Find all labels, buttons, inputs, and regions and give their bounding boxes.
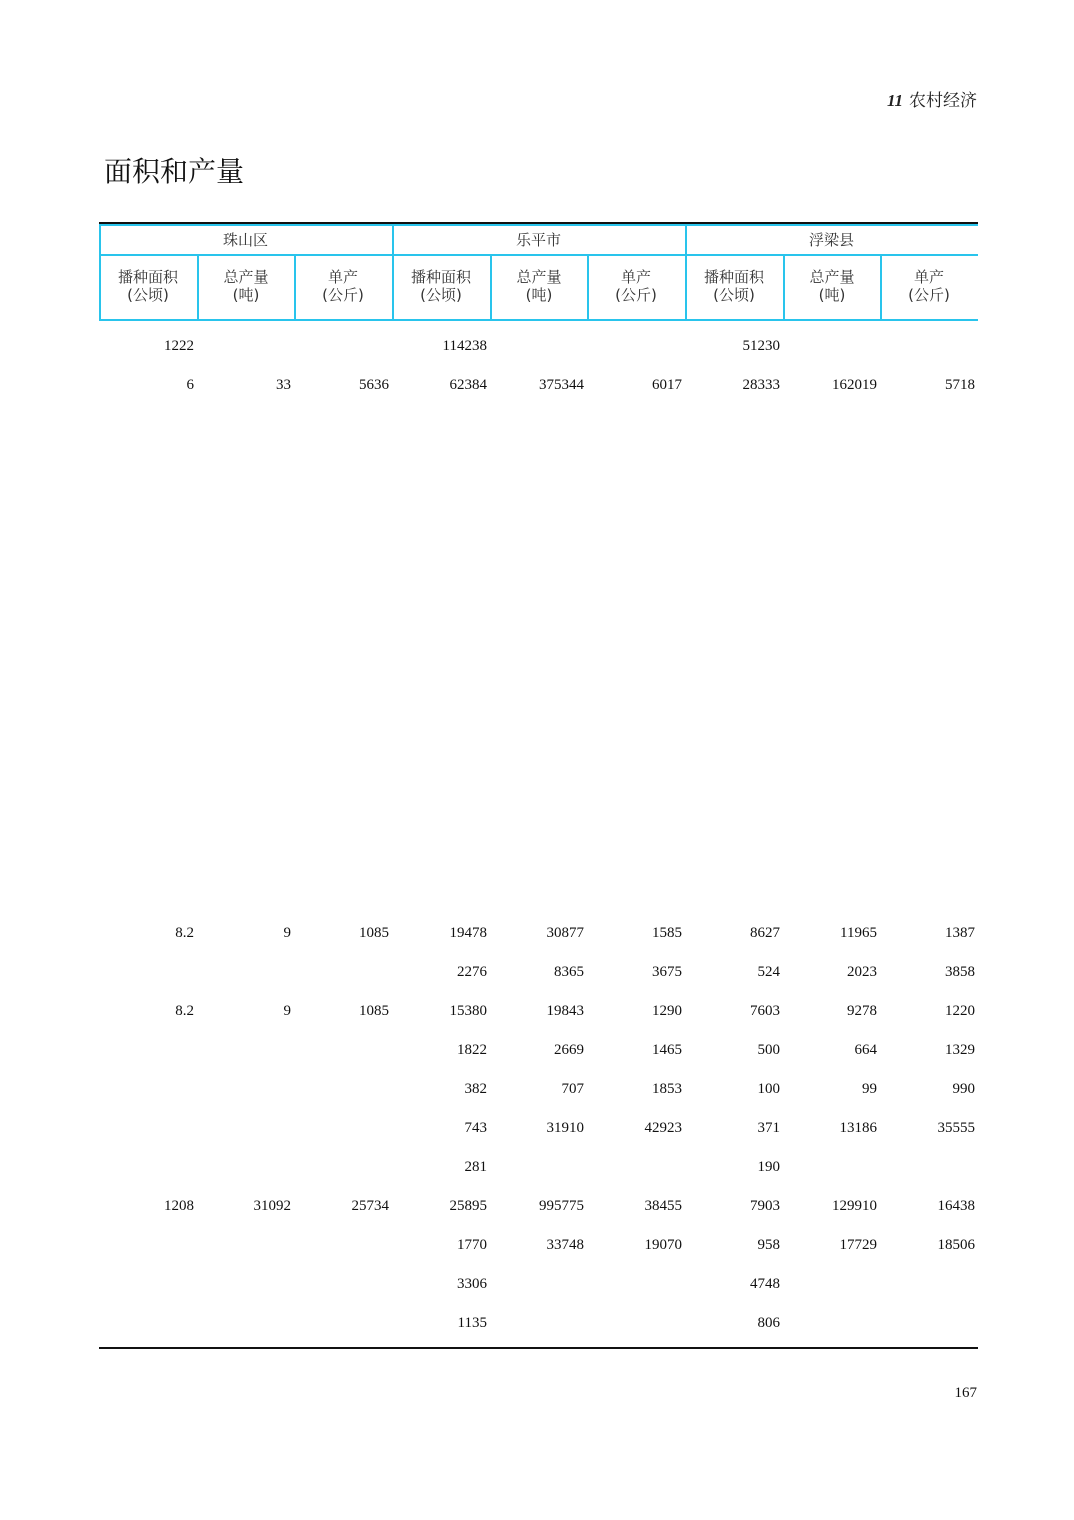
table-bottom-rule bbox=[99, 1347, 978, 1349]
table-cell: 1220 bbox=[945, 1003, 975, 1019]
table-cell: 3858 bbox=[945, 964, 975, 980]
table-cell: 1387 bbox=[945, 925, 975, 941]
column-header bbox=[99, 268, 197, 304]
table-cell: 28333 bbox=[742, 377, 780, 393]
column-header-unit: (公斤) bbox=[908, 286, 950, 304]
table-cell: 1465 bbox=[652, 1042, 682, 1058]
table-cell: 7603 bbox=[750, 1003, 780, 1019]
table-cell: 19478 bbox=[449, 925, 487, 941]
table-cell: 375344 bbox=[539, 377, 584, 393]
table-cell: 6017 bbox=[652, 377, 682, 393]
header-rule-top bbox=[99, 224, 978, 226]
chapter-heading bbox=[887, 86, 977, 111]
table-cell: 371 bbox=[757, 1120, 780, 1136]
table-cell: 6 bbox=[186, 377, 194, 393]
column-header bbox=[197, 268, 295, 304]
table-cell: 13186 bbox=[839, 1120, 877, 1136]
column-header-label: 总产量 bbox=[223, 268, 269, 286]
table-cell: 99 bbox=[862, 1081, 877, 1097]
table-cell: 11965 bbox=[840, 925, 877, 941]
header-rule-mid bbox=[99, 254, 978, 256]
page-number: 167 bbox=[954, 1385, 977, 1401]
column-header bbox=[490, 268, 588, 304]
table-cell: 500 bbox=[757, 1042, 780, 1058]
table-cell: 9 bbox=[283, 1003, 291, 1019]
table-cell: 5718 bbox=[945, 377, 975, 393]
group-header: 珠山区 bbox=[222, 231, 268, 249]
table-cell: 743 bbox=[464, 1120, 487, 1136]
table-cell: 806 bbox=[757, 1315, 780, 1331]
table-cell: 281 bbox=[464, 1159, 487, 1175]
column-header-unit: (吨) bbox=[525, 286, 553, 304]
table-cell: 8627 bbox=[750, 925, 780, 941]
table-cell: 8.2 bbox=[175, 1003, 194, 1019]
table-cell: 3675 bbox=[652, 964, 682, 980]
table-cell: 1222 bbox=[164, 338, 194, 354]
table-cell: 190 bbox=[757, 1159, 780, 1175]
column-header-unit: (公顷) bbox=[127, 286, 169, 304]
table-cell: 30877 bbox=[546, 925, 584, 941]
table-cell: 114238 bbox=[442, 338, 487, 354]
table-cell: 8.2 bbox=[175, 925, 194, 941]
table-cell: 31092 bbox=[253, 1198, 291, 1214]
table-cell: 35555 bbox=[937, 1120, 975, 1136]
table-cell: 1085 bbox=[359, 925, 389, 941]
column-header-unit: (公顷) bbox=[713, 286, 755, 304]
table-cell: 1770 bbox=[457, 1237, 487, 1253]
table-cell: 3306 bbox=[457, 1276, 487, 1292]
table-cell: 7903 bbox=[750, 1198, 780, 1214]
column-header-label: 总产量 bbox=[809, 268, 855, 286]
table-cell: 31910 bbox=[546, 1120, 584, 1136]
table-cell: 15380 bbox=[449, 1003, 487, 1019]
column-header-label: 总产量 bbox=[516, 268, 562, 286]
column-header-unit: (吨) bbox=[818, 286, 846, 304]
column-header-label: 播种面积 bbox=[410, 268, 471, 286]
chapter-title: 农村经济 bbox=[909, 91, 977, 111]
column-header bbox=[587, 268, 685, 304]
table-cell: 9278 bbox=[847, 1003, 877, 1019]
table-cell: 19843 bbox=[546, 1003, 584, 1019]
column-header bbox=[783, 268, 881, 304]
column-header-label: 单产 bbox=[620, 268, 651, 286]
column-header bbox=[685, 268, 783, 304]
column-header-label: 播种面积 bbox=[703, 268, 764, 286]
table-cell: 1822 bbox=[457, 1042, 487, 1058]
table-cell: 382 bbox=[464, 1081, 487, 1097]
chapter-number: 11 bbox=[886, 91, 903, 110]
table-cell: 958 bbox=[757, 1237, 780, 1253]
table-cell: 990 bbox=[952, 1081, 975, 1097]
group-header: 乐平市 bbox=[515, 231, 561, 249]
column-header-unit: (公斤) bbox=[615, 286, 657, 304]
table-cell: 33748 bbox=[546, 1237, 584, 1253]
table-cell: 1585 bbox=[652, 925, 682, 941]
column-header bbox=[392, 268, 490, 304]
table-cell: 25734 bbox=[351, 1198, 389, 1214]
table-cell: 5636 bbox=[359, 377, 389, 393]
table-cell: 707 bbox=[561, 1081, 584, 1097]
table-cell: 162019 bbox=[832, 377, 877, 393]
table-cell: 8365 bbox=[554, 964, 584, 980]
table-cell: 2276 bbox=[457, 964, 487, 980]
table-cell: 51230 bbox=[742, 338, 780, 354]
table-cell: 16438 bbox=[937, 1198, 975, 1214]
column-header bbox=[880, 268, 978, 304]
column-header-label: 播种面积 bbox=[117, 268, 178, 286]
table-cell: 1290 bbox=[652, 1003, 682, 1019]
table-cell: 1853 bbox=[652, 1081, 682, 1097]
table-cell: 42923 bbox=[644, 1120, 682, 1136]
table-cell: 18506 bbox=[937, 1237, 975, 1253]
column-header-unit: (吨) bbox=[232, 286, 260, 304]
table-cell: 9 bbox=[283, 925, 291, 941]
table-cell: 4748 bbox=[750, 1276, 780, 1292]
table-cell: 62384 bbox=[449, 377, 487, 393]
table-cell: 100 bbox=[757, 1081, 780, 1097]
table-cell: 2669 bbox=[554, 1042, 584, 1058]
table-cell: 1208 bbox=[164, 1198, 194, 1214]
column-header-unit: (公斤) bbox=[322, 286, 364, 304]
table-cell: 524 bbox=[757, 964, 780, 980]
table-cell: 129910 bbox=[832, 1198, 877, 1214]
table-cell: 25895 bbox=[449, 1198, 487, 1214]
group-header: 浮梁县 bbox=[808, 231, 854, 249]
table-cell: 1085 bbox=[359, 1003, 389, 1019]
table-cell: 2023 bbox=[847, 964, 877, 980]
table-cell: 1135 bbox=[457, 1315, 487, 1331]
page-title: 面积和产量 bbox=[104, 155, 245, 188]
column-header bbox=[294, 268, 392, 304]
column-header-label: 单产 bbox=[327, 268, 358, 286]
table-cell: 38455 bbox=[644, 1198, 682, 1214]
table-cell: 19070 bbox=[644, 1237, 682, 1253]
table-cell: 995775 bbox=[539, 1198, 584, 1214]
table-cell: 664 bbox=[854, 1042, 877, 1058]
table-cell: 17729 bbox=[839, 1237, 877, 1253]
column-header-label: 单产 bbox=[913, 268, 944, 286]
header-rule-bottom bbox=[99, 319, 978, 321]
column-header-unit: (公顷) bbox=[420, 286, 462, 304]
table-cell: 1329 bbox=[945, 1042, 975, 1058]
table-cell: 33 bbox=[276, 377, 291, 393]
table-header bbox=[99, 224, 978, 321]
